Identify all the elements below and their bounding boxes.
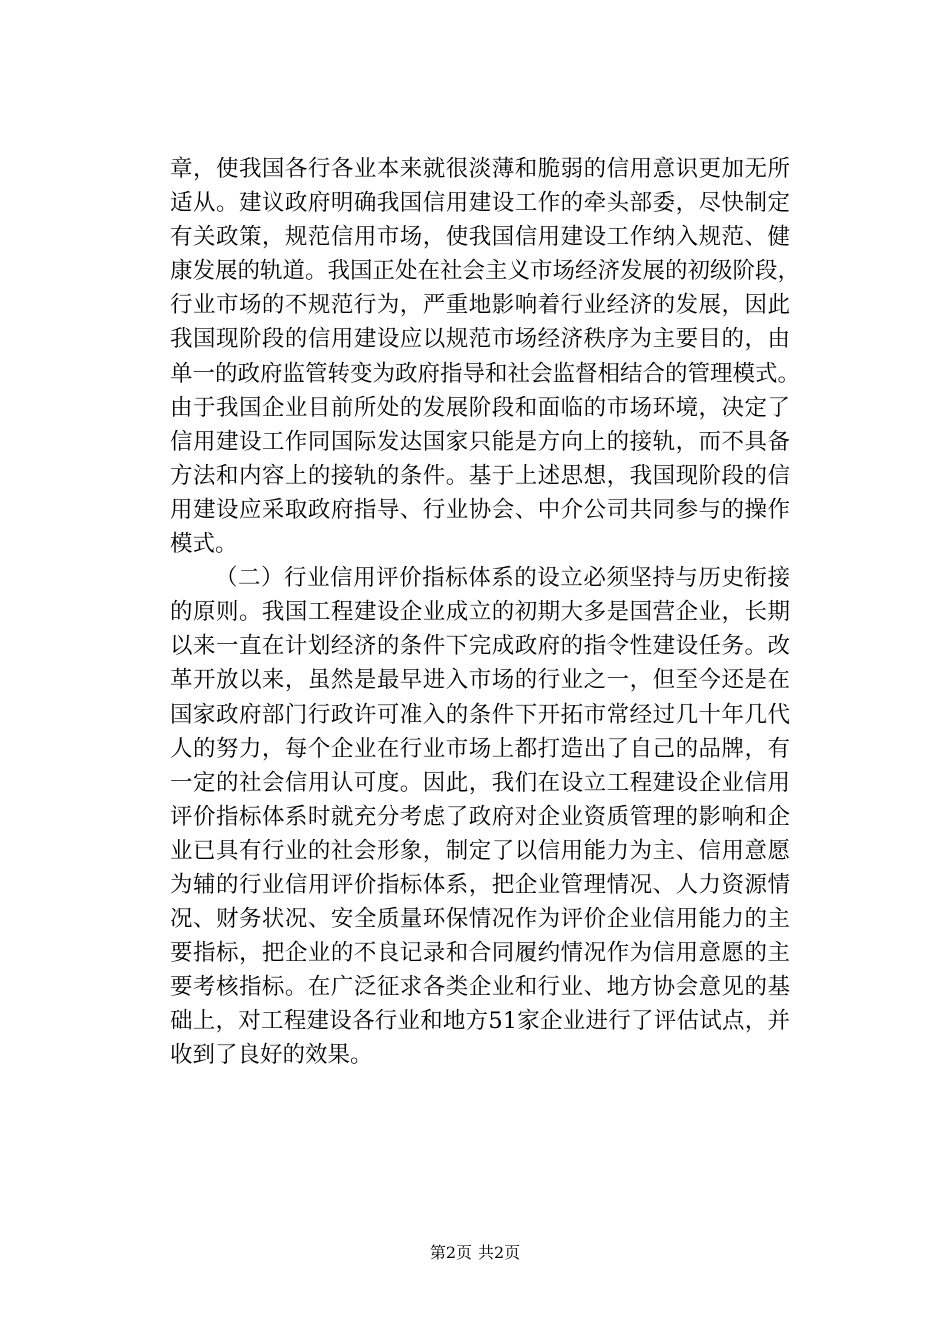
text-line: 方法和内容上的接轨的条件。基于上述思想，我国现阶段的信 [170,462,790,489]
text-line: 人的努力，每个企业在行业市场上都打造出了自己的品牌，有 [170,735,790,762]
text-line: 适从。建议政府明确我国信用建设工作的牵头部委，尽快制定 [170,190,790,217]
text-line: 康发展的轨道。我国正处在社会主义市场经济发展的初级阶段， [170,258,801,285]
page-total: 共2页 [478,1243,521,1262]
text-line: 章，使我国各行各业本来就很淡薄和脆弱的信用意识更加无所 [170,156,790,182]
text-line: 收到了良好的效果。 [170,1042,373,1069]
text-line: 的原则。我国工程建设企业成立的初期大多是国营企业，长期 [170,599,790,626]
text-line: 单一的政府监管转变为政府指导和社会监督相结合的管理模式。 [170,360,801,387]
text-line: 础上，对工程建设各行业和地方51家企业进行了评估试点，并 [170,1008,790,1035]
text-line: 由于我国企业目前所处的发展阶段和面临的市场环境，决定了 [170,394,790,421]
text-line: 有关政策，规范信用市场，使我国信用建设工作纳入规范、健 [170,224,790,251]
text-line: 模式。 [170,531,238,558]
text-line: 况、财务状况、安全质量环保情况作为评价企业信用能力的主 [170,906,790,933]
page-number: 第2页 [429,1243,472,1262]
text-line: 以来一直在计划经济的条件下完成政府的指令性建设任务。改 [170,633,790,660]
text-line: 用建设应采取政府指导、行业协会、中介公司共同参与的操作 [170,496,790,523]
text-line: 国家政府部门行政许可准入的条件下开拓市常经过几十年几代 [170,701,790,728]
text-line: 要考核指标。在广泛征求各类企业和行业、地方协会意见的基 [170,974,790,1001]
text-line: 行业市场的不规范行为，严重地影响着行业经济的发展，因此 [170,292,790,319]
text-line: 革开放以来，虽然是最早进入市场的行业之一，但至今还是在 [170,667,790,694]
text-line: 评价指标体系时就充分考虑了政府对企业资质管理的影响和企 [170,803,790,830]
text-line: 要指标，把企业的不良记录和合同履约情况作为信用意愿的主 [170,940,790,967]
text-line: 为辅的行业信用评价指标体系，把企业管理情况、人力资源情 [170,871,790,898]
text-line: 我国现阶段的信用建设应以规范市场经济秩序为主要目的，由 [170,326,790,353]
text-line: 信用建设工作同国际发达国家只能是方向上的接轨，而不具备 [170,428,790,455]
text-line: 业已具有行业的社会形象，制定了以信用能力为主、信用意愿 [170,837,790,864]
body-text [170,152,801,1073]
paragraph-first-line: （二）行业信用评价指标体系的设立必须坚持与历史衔接 [215,565,790,592]
text-line: 一定的社会信用认可度。因此，我们在设立工程建设企业信用 [170,769,790,796]
page-footer [0,1243,950,1263]
